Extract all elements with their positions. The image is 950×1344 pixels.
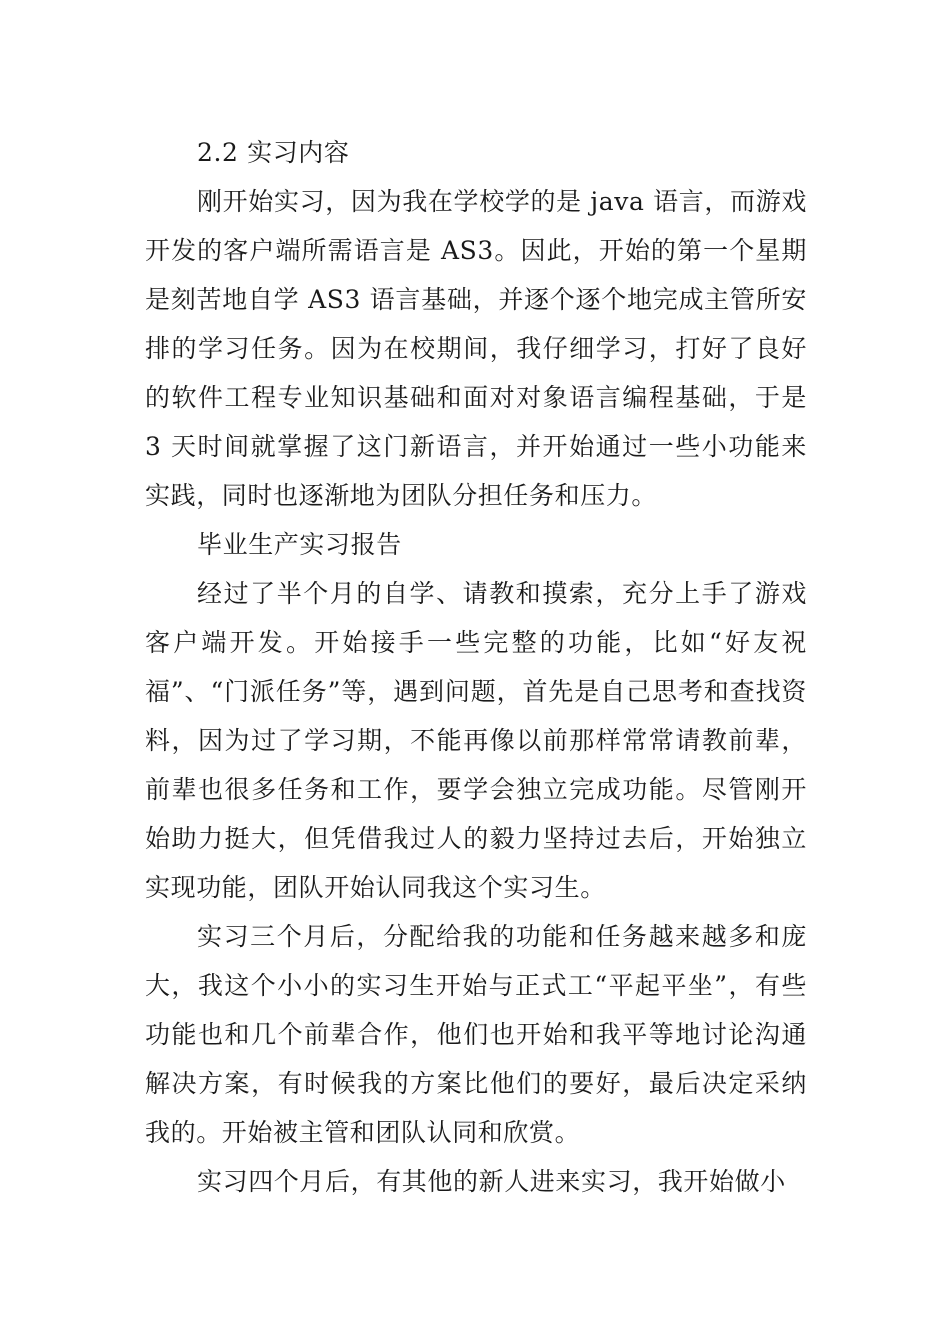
paragraph: 实习四个月后，有其他的新人进来实习，我开始做小	[197, 1167, 786, 1196]
paragraph: 经过了半个月的自学、请教和摸索，充分上手了游戏客户端开发。开始接手一些完整的功能，比如“好友祝福”、“门派任务”等，遇到问题，首先是自己思考和查找资料，因为过了学习期，不能再像以前那样常常请教前辈，前辈也很多任务和工作，要学会独立完成功能。尽管刚开始助力挺大，但凭借我过人的毅力坚持过去后，开始独立实现功能，团队开始认同我这个实习生。	[145, 579, 807, 902]
report-title-line: 毕业生产实习报告	[197, 530, 402, 559]
paragraph: 实习三个月后，分配给我的功能和任务越来越多和庞大，我这个小小的实习生开始与正式工“平起平坐”，有些功能也和几个前辈合作，他们也开始和我平等地讨论沟通解决方案，有时候我的方案比他们的要好，最后决定采纳我的。开始被主管和团队认同和欣赏。	[145, 922, 807, 1147]
section-heading: 2.2 实习内容	[197, 138, 350, 167]
document-body	[145, 128, 807, 1206]
paragraph: 刚开始实习，因为我在学校学的是 java 语言，而游戏开发的客户端所需语言是 AS3。因此，开始的第一个星期是刻苦地自学 AS3 语言基础，并逐个逐个地完成主管所安排的学习任务。因为在校期间，我仔细学习，打好了良好的软件工程专业知识基础和面对对象语言编程基础，于是 3 天时间就掌握了这门新语言，并开始通过一些小功能来实践，同时也逐渐地为团队分担任务和压力。	[145, 187, 807, 510]
